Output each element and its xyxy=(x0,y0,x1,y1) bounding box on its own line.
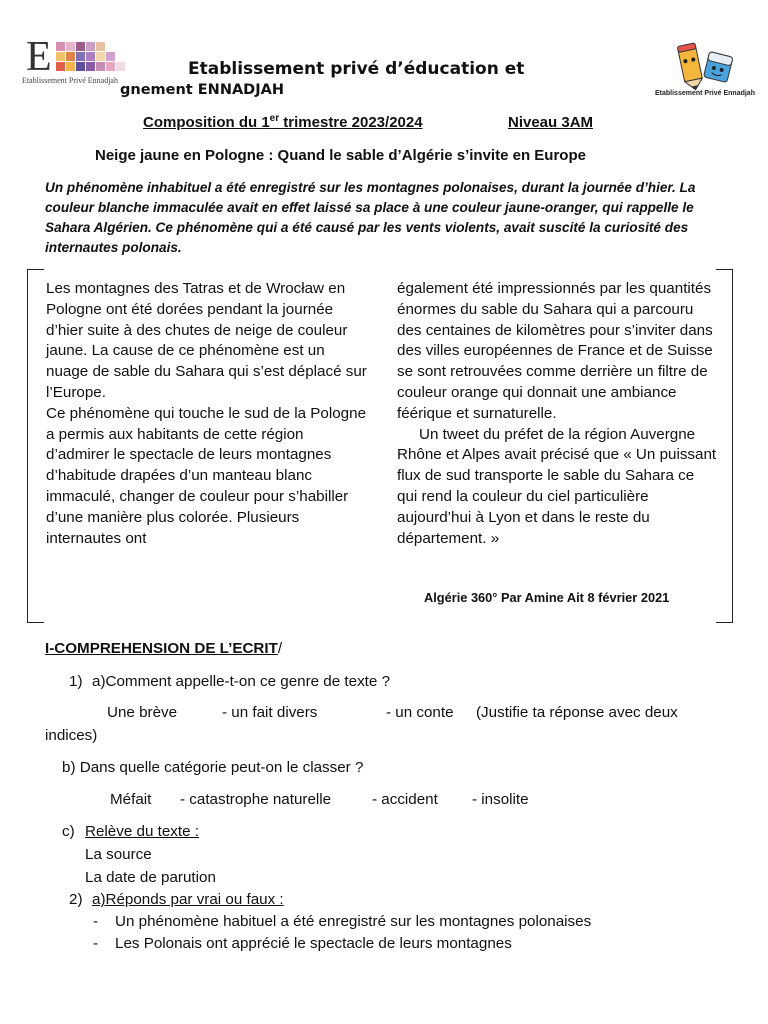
question-2-item: Les Polonais ont apprécié le spectacle de leurs montagnes xyxy=(115,935,512,952)
level-label: Niveau 3AM xyxy=(508,114,594,131)
bullet: - xyxy=(93,913,99,930)
question-2-number: 2) xyxy=(69,891,83,908)
question-1a-note-cont: indices) xyxy=(45,727,98,744)
question-2-item: Un phénomène habituel a été enregistré sur les montagnes polonaises xyxy=(115,913,592,930)
article-paragraph: Un tweet du préfet de la région Auvergne Rhône et Alpes avait précisé que « Un puissant flux de sud transporte le sable du Sahara ce qui rend la couleur du ciel particulière aujourd’hui à Lyon et dans le reste du département. » xyxy=(397,425,717,547)
question-1a: a)Comment appelle-t-on ce genre de texte ? xyxy=(92,673,391,690)
article-paragraph: Les montagnes des Tatras et de Wrocław en Pologne ont été dorées pendant la journée d’hier suite à des chutes de neige de couleur jaune. La cause de ce phénomène est un nuage de sable du Sahara qui s’est déplacé sur l’Europe. xyxy=(46,280,367,401)
logo-caption: Etablissement Privé Ennadjah xyxy=(655,90,755,97)
article-source: Algérie 360° Par Amine Ait 8 février 2021 xyxy=(424,590,670,605)
article-frame-right-bracket xyxy=(716,269,733,623)
school-name-line1: Etablissement privé d’éducation et xyxy=(188,59,525,79)
article-frame-left-bracket xyxy=(27,269,44,623)
school-name-line2: gnement ENNADJAH xyxy=(120,82,284,98)
option-catastrophe: - catastrophe naturelle xyxy=(180,791,332,808)
logo-color-mosaic xyxy=(56,42,126,72)
bullet: - xyxy=(93,935,99,952)
question-1c-label: c) xyxy=(62,823,75,840)
logo-letter-e: E xyxy=(26,34,52,80)
article-column-right xyxy=(397,279,717,549)
question-2a: a)Réponds par vrai ou faux : xyxy=(92,891,284,908)
question-1c-item: La source xyxy=(85,846,152,863)
option-mefait: Méfait xyxy=(110,791,152,808)
pencil-eraser-mascot-icon xyxy=(666,42,742,92)
option-conte: - un conte xyxy=(386,704,454,721)
option-fait-divers: - un fait divers xyxy=(222,704,318,721)
article-column-left xyxy=(46,279,368,549)
option-accident: - accident xyxy=(372,791,438,808)
article-title: Neige jaune en Pologne : Quand le sable d’Algérie s’invite en Europe xyxy=(95,147,586,164)
option-insolite: - insolite xyxy=(472,791,529,808)
composition-title: Composition du 1er trimestre 2023/2024 xyxy=(143,113,423,131)
question-1a-note: (Justifie ta réponse avec deux xyxy=(476,704,678,721)
question-1b: b) Dans quelle catégorie peut-on le classer ? xyxy=(62,759,364,776)
article-paragraph: Ce phénomène qui touche le sud de la Pologne a permis aux habitants de cette région d’admirer le spectacle de leurs montagnes d’habitude drapées d’un manteau blanc immaculé, changer de couleur pour s’habiller d’une manière plus colorée. Plusieurs internautes ont xyxy=(46,404,367,547)
option-breve: Une brève xyxy=(107,704,178,721)
question-1-number: 1) xyxy=(69,673,83,690)
school-logo-left xyxy=(22,34,122,90)
article-intro: Un phénomène inhabituel a été enregistré sur les montagnes polonaises, durant la journée d’hier. La couleur blanche immaculée avait en effet laissé sa place à une couleur jaune-oranger, qui rappelle le Sahara Algérien. Ce phénomène qui a été causé par les vents violents, avait suscité la curiosité des internautes polonais. xyxy=(45,180,696,255)
question-1c-item: La date de parution xyxy=(85,869,216,886)
article-paragraph: également été impressionnés par les quantités énormes du sable du Sahara qui a parcouru des centaines de kilomètres pour s’inviter dans des villes européennes de France et de Suisse se sont retrouvées comme derrière un filtre de couleur orange qui donnait une ambiance féérique et surnaturelle. xyxy=(397,280,713,422)
question-1c: Relève du texte : xyxy=(85,823,199,840)
school-logo-right xyxy=(655,42,755,104)
section-title: I-COMPREHENSION DE L’ECRIT/ xyxy=(45,640,283,657)
logo-caption: Etablissement Privé Ennadjah xyxy=(22,76,118,85)
